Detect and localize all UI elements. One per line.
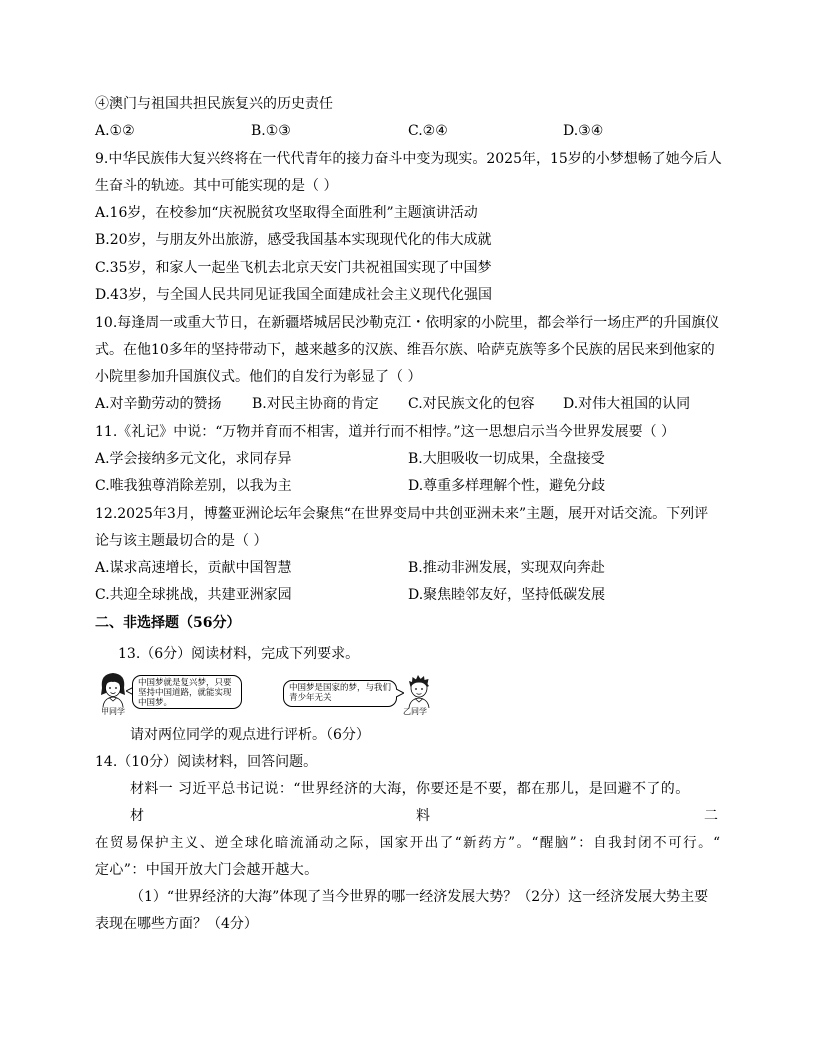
q14-sub-question-1-line-2: 表现在哪些方面？（4分） bbox=[95, 916, 258, 932]
girl-student-icon bbox=[97, 671, 129, 707]
q12-stem-line-1: 12.2025年3月，博鳌亚洲论坛年会聚焦“在世界变局中共创亚洲未来”主题，展开对话交流。下列评 bbox=[95, 506, 709, 522]
student-jia-speech-bubble bbox=[132, 675, 242, 709]
q11-option-c: C.唯我独尊消除差别，以我为主 bbox=[95, 478, 292, 494]
q10-option-c: C.对民族文化的包容 bbox=[408, 396, 535, 412]
bubble-line: 中国梦。 bbox=[138, 698, 173, 708]
q14-material-2-label-char-1: 材 bbox=[130, 808, 145, 824]
q9-option-b: B.20岁，与朋友外出旅游，感受我国基本实现现代化的伟大成就 bbox=[95, 232, 492, 248]
q14-material-2-label-char-3: 二 bbox=[704, 808, 719, 824]
q10-stem-line-2: 式。在他10多年的坚持带动下，越来越多的汉族、维吾尔族、哈萨克族等多个民族的居民来到他家的 bbox=[95, 342, 715, 358]
q13-intro: 13.（6分）阅读材料，完成下列要求。 bbox=[118, 646, 360, 662]
q8-option-a: A.①② bbox=[95, 123, 135, 139]
q12-option-a: A.谋求高速增长，贡献中国智慧 bbox=[95, 560, 292, 576]
q14-sub-question-1-line-1: （1）“世界经济的大海”体现了当今世界的哪一经济发展大势？（2分）这一经济发展大势主要 bbox=[130, 889, 709, 905]
q10-option-b: B.对民主协商的肯定 bbox=[252, 396, 379, 412]
q14-material-2-label-char-2: 料 bbox=[416, 808, 431, 824]
q11-option-a: A.学会接纳多元文化，求同存异 bbox=[95, 451, 292, 467]
student-jia-label: 甲同学 bbox=[101, 707, 125, 716]
q9-option-c: C.35岁，和家人一起坐飞机去北京天安门共祝祖国实现了中国梦 bbox=[95, 260, 492, 276]
q10-option-a: A.对辛勤劳动的赞扬 bbox=[95, 396, 222, 412]
q12-option-b: B.推动非洲发展，实现双向奔赴 bbox=[408, 560, 605, 576]
q9-option-d: D.43岁，与全国人民共同见证我国全面建成社会主义现代化强国 bbox=[95, 287, 492, 303]
q10-option-d: D.对伟大祖国的认同 bbox=[563, 396, 691, 412]
q14-material-2-line-2: 定心”：中国开放大门会越开越大。 bbox=[95, 862, 319, 878]
q12-stem-line-2: 论与该主题最切合的是（ ） bbox=[95, 533, 268, 549]
q11-option-b: B.大胆吸收一切成果，全盘接受 bbox=[408, 451, 605, 467]
q14-material-1: 材料一 习近平总书记说：“世界经济的大海，你要还是不要，都在那儿，是回避不了的。 bbox=[130, 781, 690, 797]
boy-student-icon bbox=[404, 673, 434, 708]
q8-item-4: ④澳门与祖国共担民族复兴的历史责任 bbox=[95, 96, 333, 112]
q13-task: 请对两位同学的观点进行评析。（6分） bbox=[130, 727, 370, 743]
student-yi-speech-bubble bbox=[283, 680, 397, 707]
bubble-pointer-right bbox=[396, 688, 404, 698]
q8-option-b: B.①③ bbox=[251, 123, 291, 139]
section-2-heading: 二、非选择题（56分） bbox=[95, 615, 241, 631]
q12-option-c: C.共迎全球挑战，共建亚洲家园 bbox=[95, 587, 292, 603]
q10-stem-line-3: 小院里参加升国旗仪式。他们的自发行为彰显了（ ） bbox=[95, 369, 422, 385]
student-yi-label: 乙同学 bbox=[403, 707, 427, 716]
bubble-line: 中国梦是国家的梦，与我们 bbox=[289, 683, 392, 693]
q9-stem-line-2: 生奋斗的轨迹。其中可能实现的是（ ） bbox=[95, 178, 338, 194]
q11-option-d: D.尊重多样理解个性，避免分歧 bbox=[408, 478, 606, 494]
q9-stem-line-1: 9.中华民族伟大复兴终将在一代代青年的接力奋斗中变为现实。2025年，15岁的小梦想畅了她今后人 bbox=[95, 151, 722, 167]
q8-option-d: D.③④ bbox=[563, 123, 604, 139]
q8-option-c: C.②④ bbox=[408, 123, 448, 139]
q14-material-2-line-1: 在贸易保护主义、逆全球化暗流涌动之际，国家开出了“新药方”。“醒脑”：自我封闭不可行。“ bbox=[95, 835, 720, 851]
q9-option-a: A.16岁，在校参加“庆祝脱贫攻坚取得全面胜利”主题演讲活动 bbox=[95, 205, 478, 221]
bubble-line: 青少年无关 bbox=[289, 693, 332, 703]
q11-stem: 11.《礼记》中说：“万物并育而不相害，道并行而不相悖。”这一思想启示当今世界发展要（ ） bbox=[95, 424, 676, 440]
q12-option-d: D.聚焦睦邻友好，坚持低碳发展 bbox=[408, 587, 606, 603]
bubble-line: 中国梦就是复兴梦，只要 bbox=[138, 678, 232, 688]
bubble-line: 坚持中国道路，就能实现 bbox=[138, 688, 232, 698]
q10-stem-line-1: 10.每逢周一或重大节日，在新疆塔城居民沙勒克江・依明家的小院里，都会举行一场庄严的升国旗仪 bbox=[95, 315, 720, 331]
q14-intro: 14.（10分）阅读材料，回答问题。 bbox=[95, 754, 318, 770]
